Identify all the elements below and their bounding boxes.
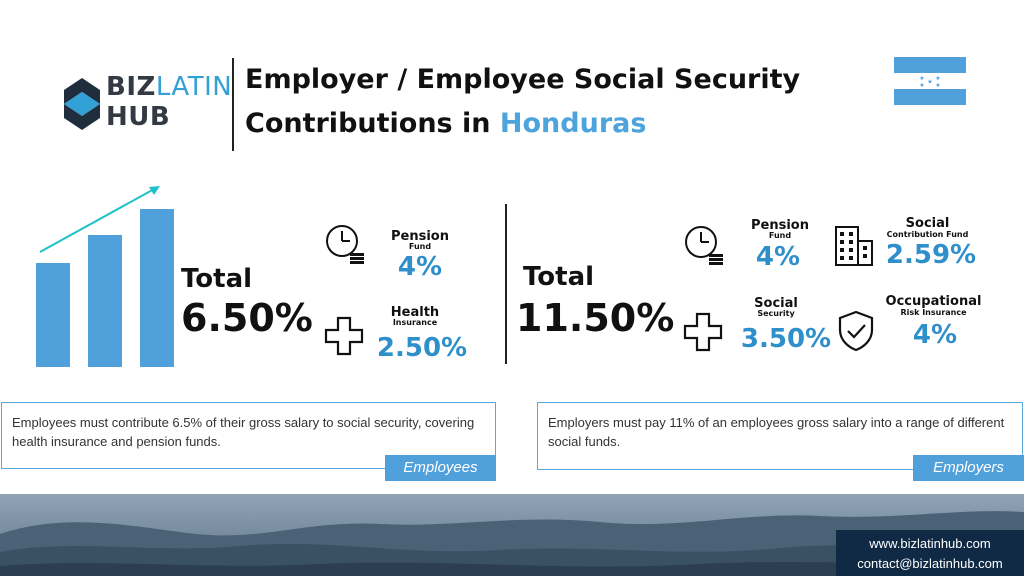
clock-coins-icon: [683, 224, 727, 268]
title-line-2-prefix: Contributions in: [245, 108, 500, 139]
contact-box: [836, 530, 1024, 576]
header-divider: [232, 58, 234, 151]
employee-total-value: 6.50%: [181, 296, 313, 340]
title-line-2: [245, 102, 845, 146]
logo-text-line1: [106, 72, 232, 102]
employee-total-label: Total: [181, 264, 253, 294]
title-line-1: Employer / Employee Social Security: [245, 64, 801, 95]
section-divider: [505, 204, 507, 364]
er-social-fund-title: Social: [905, 216, 950, 231]
shield-check-icon: [836, 310, 876, 352]
logo-mark-icon: [60, 76, 104, 132]
er-occupational-value: 4%: [912, 320, 958, 350]
emp-health-title: Health: [390, 305, 440, 320]
growth-bars-graphic: [30, 178, 180, 368]
employees-description: Employees must contribute 6.5% of their gross salary to social security, covering health insurance and pension funds.: [12, 415, 475, 449]
employers-tag: Employers: [913, 455, 1024, 481]
bizlatinhub-logo: [58, 70, 233, 140]
logo-text-biz: BIZ: [106, 72, 156, 102]
logo-text-hub: HUB: [106, 102, 171, 132]
title-country: Honduras: [499, 108, 647, 139]
employees-tag: Employees: [385, 455, 496, 481]
page-title: [245, 58, 845, 146]
bar-1: [36, 263, 70, 367]
svg-text:★: ★: [919, 82, 925, 89]
er-pension-value: 4%: [755, 242, 801, 272]
medical-cross-icon: [683, 312, 723, 352]
er-social-security-subtitle: Security: [757, 309, 795, 318]
employers-description: Employers must pay 11% of an employees gross salary into a range of different social funds.: [548, 415, 1005, 449]
svg-text:★: ★: [919, 75, 925, 82]
emp-pension-subtitle: Fund: [408, 242, 432, 251]
emp-pension-value: 4%: [397, 252, 443, 282]
svg-text:★: ★: [935, 82, 941, 89]
svg-text:★: ★: [927, 78, 933, 86]
er-social-fund-value: 2.59%: [885, 240, 977, 270]
er-occupational-title: Occupational: [885, 294, 982, 309]
employer-total-label: Total: [523, 262, 595, 292]
emp-pension-title: Pension: [391, 229, 449, 244]
er-pension-title: Pension: [751, 218, 809, 233]
er-social-security-value: 3.50%: [740, 324, 832, 354]
logo-text-latin: LATIN: [155, 72, 233, 102]
clock-coins-icon: [324, 223, 368, 267]
emp-health-subtitle: Insurance: [392, 318, 438, 327]
bar-3: [140, 209, 174, 367]
er-pension-subtitle: Fund: [768, 231, 792, 240]
email-link[interactable]: contact@bizlatinhub.com: [857, 556, 1003, 571]
svg-text:★: ★: [935, 75, 941, 82]
er-social-security-title: Social: [754, 296, 798, 311]
er-occupational-subtitle: Risk Insurance: [900, 308, 967, 317]
website-link[interactable]: www.bizlatinhub.com: [869, 536, 991, 551]
honduras-flag-icon: [894, 57, 966, 105]
building-icon: [834, 225, 874, 267]
er-social-fund-subtitle: Contribution Fund: [886, 230, 969, 239]
medical-cross-icon: [324, 316, 364, 356]
bar-2: [88, 235, 122, 367]
emp-health-value: 2.50%: [376, 333, 468, 363]
employer-total-value: 11.50%: [516, 296, 675, 340]
